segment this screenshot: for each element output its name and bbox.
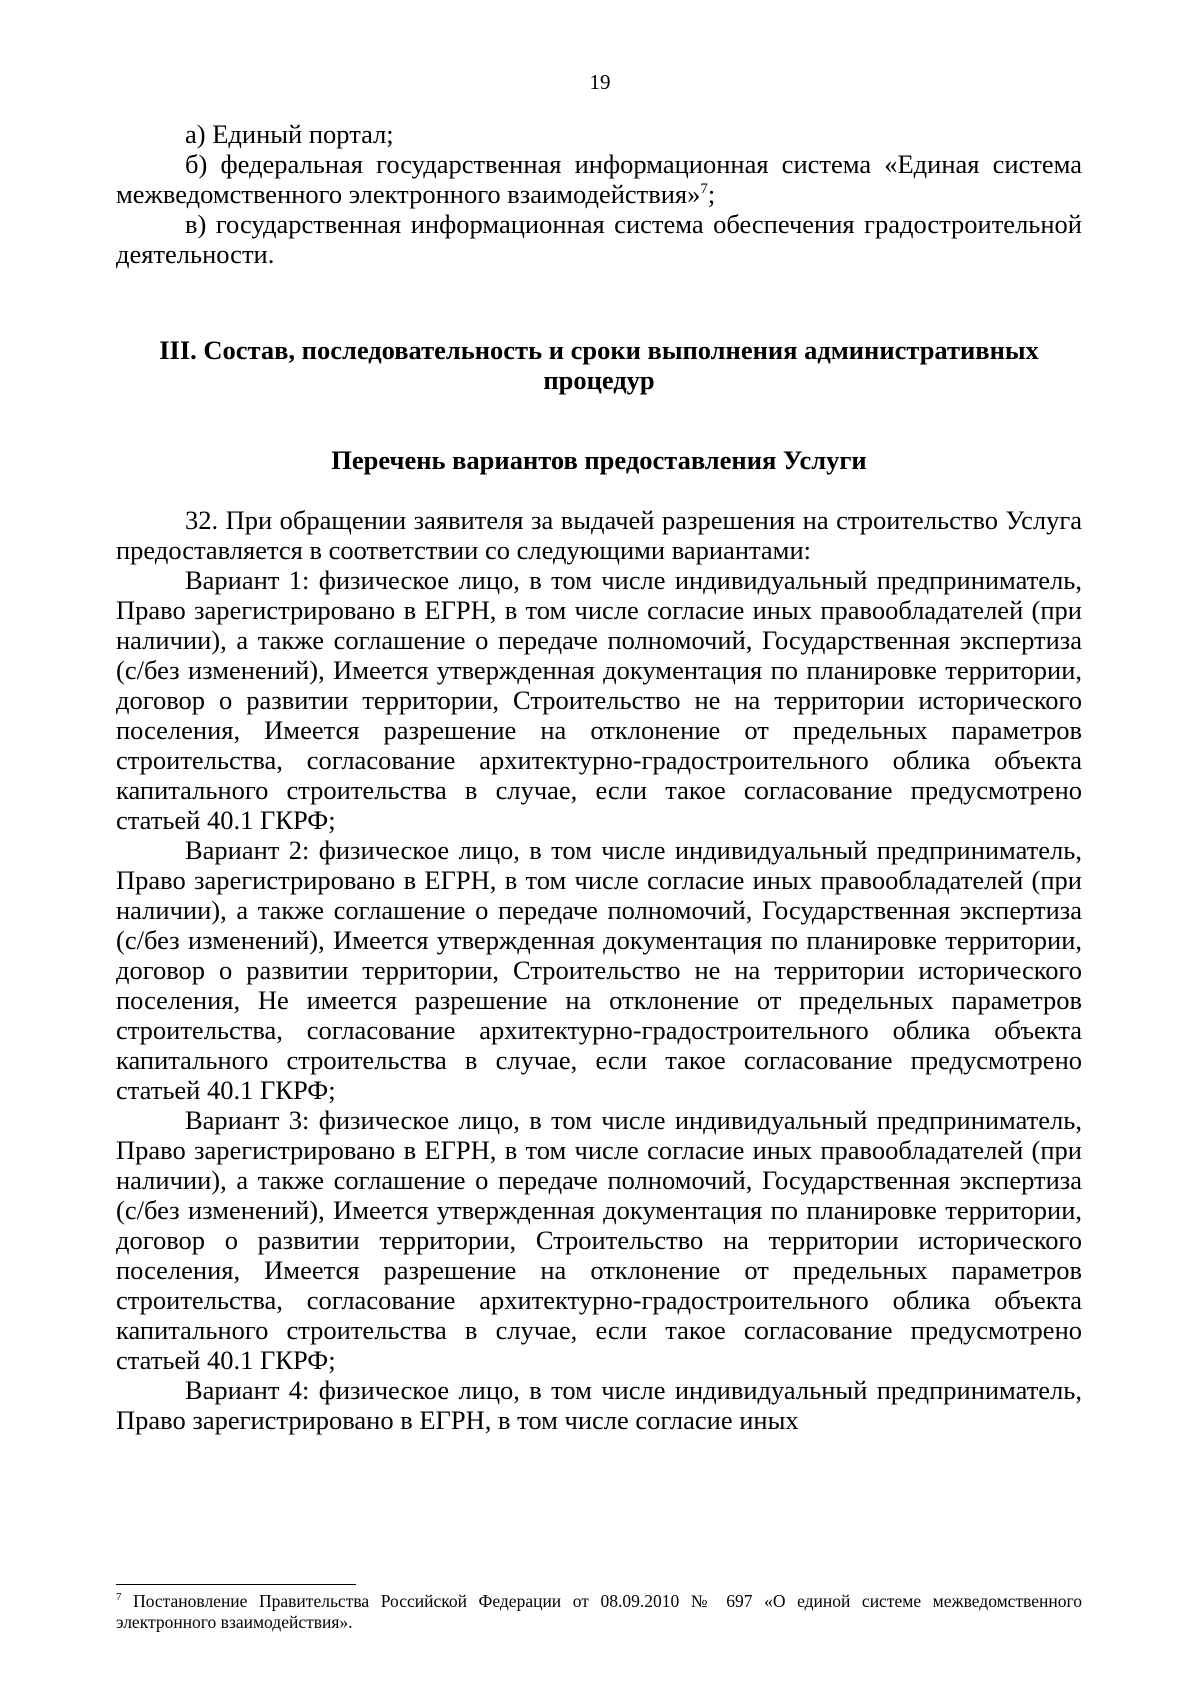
list-item-text: в) государственная информационная система обеспечения градостроительной деятельности. <box>116 209 1082 269</box>
footnote <box>116 1591 1082 1633</box>
section-heading: III. Состав, последовательность и сроки выполнения административных процедур <box>159 335 1039 395</box>
list-item <box>116 149 1082 209</box>
variants-text <box>116 505 1082 1435</box>
list-item-text: б) федеральная государственная информационная система «Единая система межведомственного электронного взаимодействия» <box>116 149 1082 209</box>
paragraph-variant-3: Вариант 3: физическое лицо, в том числе индивидуальный предприниматель, Право зарегистрировано в ЕГРН, в том числе согласие иных правообладателей (при наличии), а также соглашение о передаче полномочий, Государственная экспертиза (с/без изменений), Имеется утвержденная документация по планировке территории, договор о развитии территории, Строительство на территории исторического поселения, Имеется разрешение на отклонение от предельных параметров строительства, согласование архитектурно-градостроительного облика объекта капитального строительства в случае, если такое согласование предусмотрено статьей 40.1 ГКРФ; <box>116 1105 1082 1375</box>
footnote-text: Постановление Правительства Российской Федерации от 08.09.2010 № 697 «О единой системе межведомственного электронного взаимодействия». <box>116 1591 1082 1632</box>
paragraph: 32. При обращении заявителя за выдачей разрешения на строительство Услуга предоставляется в соответствии со следующими вариантами: <box>116 505 1082 565</box>
footnote-reference: 7 <box>700 181 708 198</box>
footnote-marker: 7 <box>116 1591 122 1604</box>
list-item-suffix: ; <box>707 179 716 209</box>
list-item <box>116 119 1082 149</box>
footnote-separator <box>116 1584 356 1585</box>
list-item <box>116 209 1082 269</box>
list-item-text: а) Единый портал; <box>185 119 394 149</box>
subsection-heading: Перечень вариантов предоставления Услуги <box>331 445 867 475</box>
source-list <box>116 119 1082 269</box>
paragraph-variant-4: Вариант 4: физическое лицо, в том числе индивидуальный предприниматель, Право зарегистрировано в ЕГРН, в том числе согласие иных <box>116 1375 1082 1435</box>
page-number: 19 <box>589 70 611 94</box>
paragraph-variant-2: Вариант 2: физическое лицо, в том числе индивидуальный предприниматель, Право зарегистрировано в ЕГРН, в том числе согласие иных правообладателей (при наличии), а также соглашение о передаче полномочий, Государственная экспертиза (с/без изменений), Имеется утвержденная документация по планировке территории, договор о развитии территории, Строительство не на территории исторического поселения, Не имеется разрешение на отклонение от предельных параметров строительства, согласование архитектурно-градостроительного облика объекта капитального строительства в случае, если такое согласование предусмотрено статьей 40.1 ГКРФ; <box>116 835 1082 1105</box>
paragraph-variant-1: Вариант 1: физическое лицо, в том числе индивидуальный предприниматель, Право зарегистрировано в ЕГРН, в том числе согласие иных правообладателей (при наличии), а также соглашение о передаче полномочий, Государственная экспертиза (с/без изменений), Имеется утвержденная документация по планировке территории, договор о развитии территории, Строительство не на территории исторического поселения, Имеется разрешение на отклонение от предельных параметров строительства, согласование архитектурно-градостроительного облика объекта капитального строительства в случае, если такое согласование предусмотрено статьей 40.1 ГКРФ; <box>116 565 1082 835</box>
